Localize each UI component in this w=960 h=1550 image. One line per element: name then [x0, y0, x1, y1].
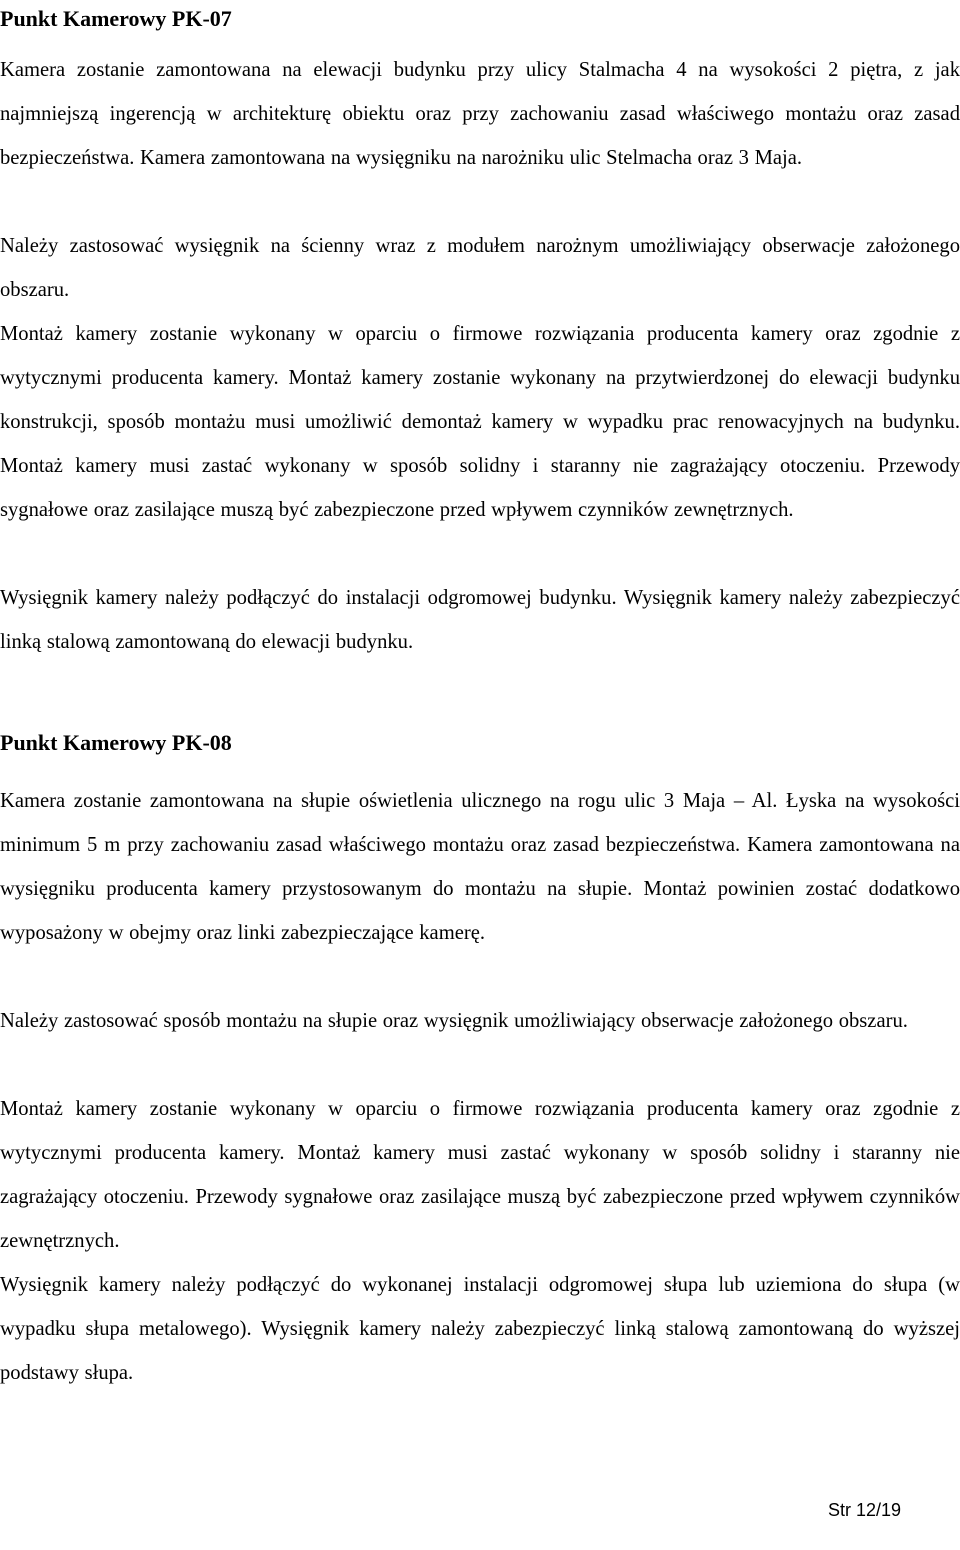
paragraph-pk08-mounting: Należy zastosować sposób montażu na słupie oraz wysięgnik umożliwiający obserwacje założonego obszaru. [0, 1010, 908, 1032]
paragraph-pk08-installation: Montaż kamery zostanie wykonany w oparciu o firmowe rozwiązania producenta kamery oraz zgodnie z wytycznymi producenta kamery. Montaż kamery musi zastać wykonany w sposób solidny i staranny nie zagrażający otoczeniu. Przewody sygnałowe oraz zasilające muszą być zabezpieczone przed wpływem czynników zewnętrznych. [0, 1098, 960, 1252]
section-heading-pk08: Punkt Kamerowy PK-08 [0, 730, 232, 755]
page-number: Str 12/19 [828, 1500, 902, 1520]
paragraph-pk08-location: Kamera zostanie zamontowana na słupie oświetlenia ulicznego na rogu ulic 3 Maja – Al. Łyska na wysokości minimum 5 m przy zachowaniu zasad właściwego montażu oraz zasad bezpieczeństwa. Kamera zamontowana na wysięgniku producenta kamery przystosowanym do montażu na słupie. Montaż powinien zostać dodatkowo wyposażony w obejmy oraz linki zabezpieczające kamerę. [0, 790, 960, 944]
paragraph-pk07-location: Kamera zostanie zamontowana na elewacji budynku przy ulicy Stalmacha 4 na wysokości 2 piętra, z jak najmniejszą ingerencją w architekturę obiektu oraz przy zachowaniu zasad właściwego montażu oraz zasad bezpieczeństwa. Kamera zamontowana na wysięgniku na narożniku ulic Stelmacha oraz 3 Maja. [0, 59, 960, 169]
paragraph-pk08-grounding: Wysięgnik kamery należy podłączyć do wykonanej instalacji odgromowej słupa lub uziemiona do słupa (w wypadku słupa metalowego). Wysięgnik kamery należy zabezpieczyć linką stalową zamontowaną do wyższej podstawy słupa. [0, 1274, 960, 1384]
paragraph-pk07-bracket: Należy zastosować wysięgnik na ścienny wraz z modułem narożnym umożliwiający obserwacje założonego obszaru. [0, 235, 960, 301]
paragraph-pk07-installation: Montaż kamery zostanie wykonany w oparciu o firmowe rozwiązania producenta kamery oraz zgodnie z wytycznymi producenta kamery. Montaż kamery zostanie wykonany na przytwierdzonej do elewacji budynku konstrukcji, sposób montażu musi umożliwić demontaż kamery w wypadku prac renowacyjnych na budynku. Montaż kamery musi zastać wykonany w sposób solidny i staranny nie zagrażający otoczeniu. Przewody sygnałowe oraz zasilające muszą być zabezpieczone przed wpływem czynników zewnętrznych. [0, 323, 960, 521]
section-heading-pk07: Punkt Kamerowy PK-07 [0, 6, 232, 31]
paragraph-pk07-grounding: Wysięgnik kamery należy podłączyć do instalacji odgromowej budynku. Wysięgnik kamery należy zabezpieczyć linką stalową zamontowaną do elewacji budynku. [0, 587, 960, 653]
